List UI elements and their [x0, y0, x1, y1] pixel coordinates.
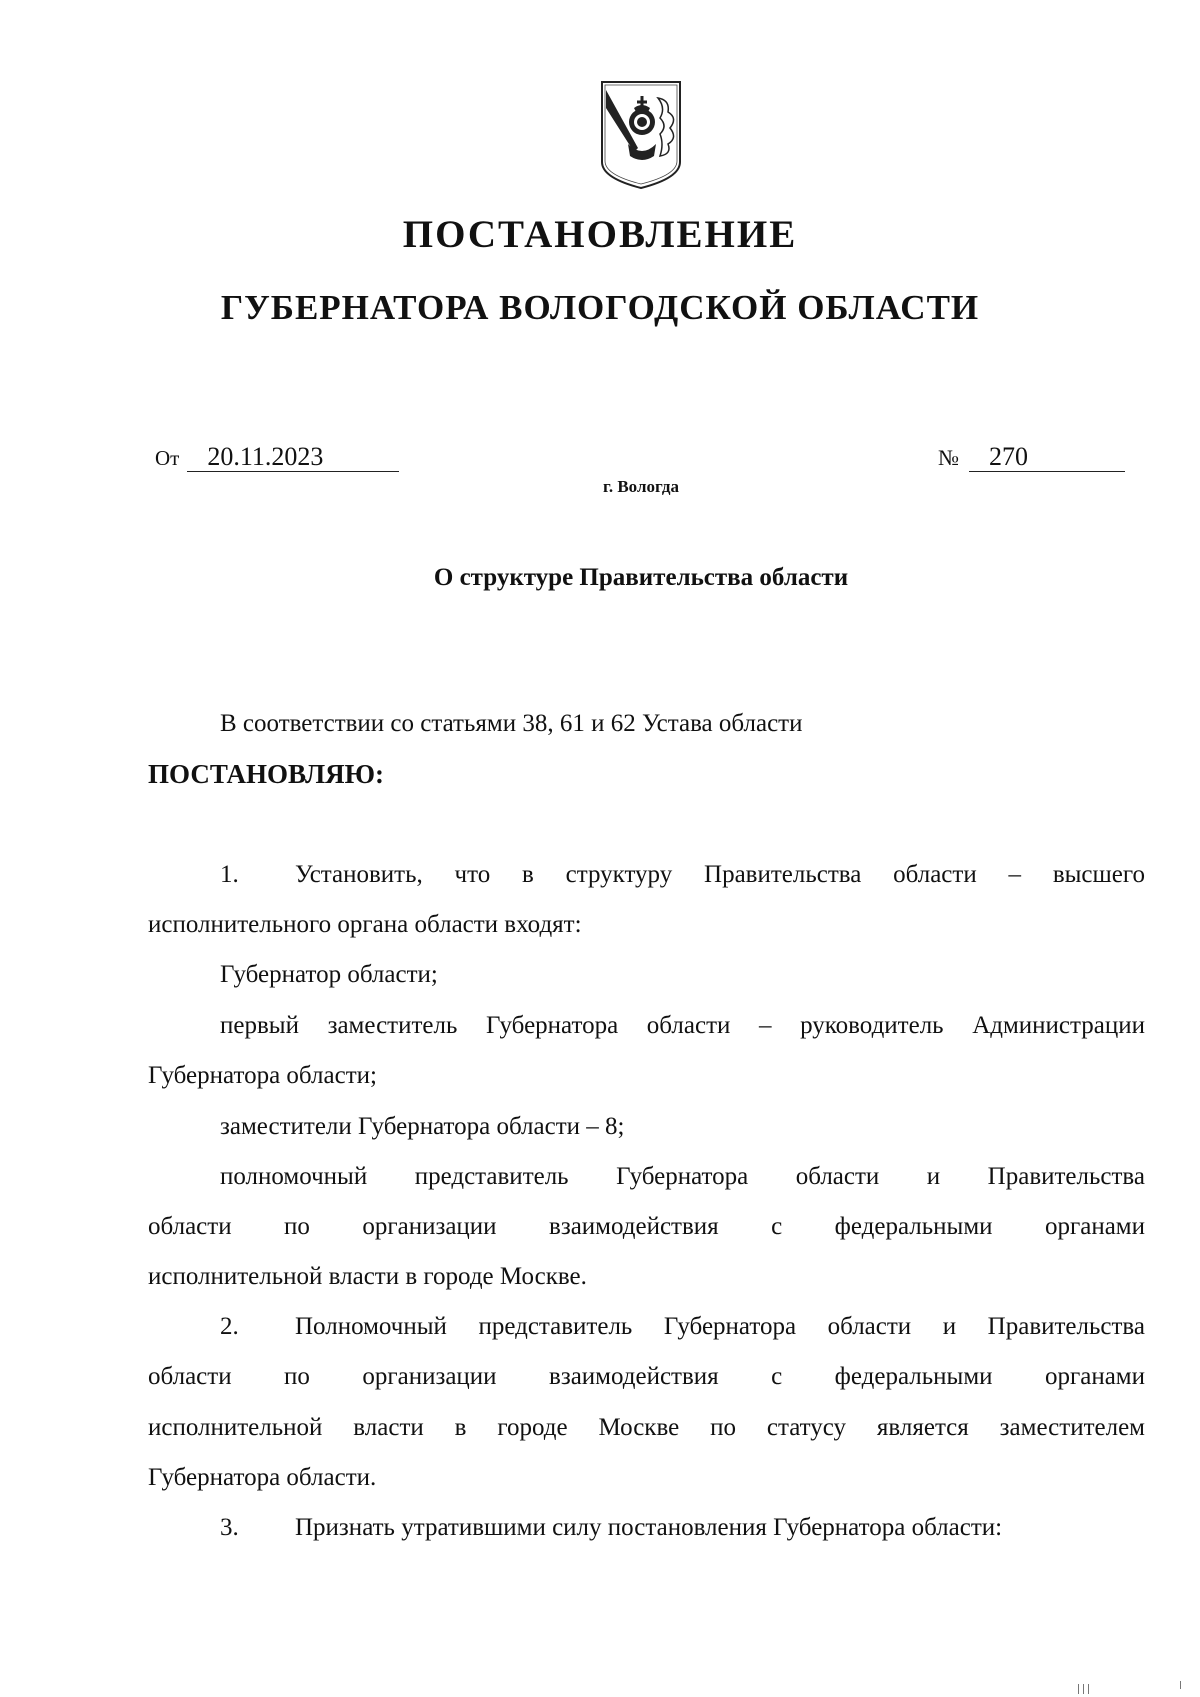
- number-value: 270: [969, 443, 1125, 472]
- item-number: 2.: [220, 1313, 239, 1340]
- item-text: области по организации взаимодействия с федеральными органами: [148, 1363, 1145, 1390]
- date-value: 20.11.2023: [187, 443, 399, 472]
- item-text: Губернатора области.: [148, 1464, 377, 1491]
- structure-item: полномочный представитель Губернатора области и Правительства: [220, 1163, 1145, 1190]
- item-text: исполнительного органа области входят:: [148, 911, 582, 938]
- coat-of-arms-icon: [598, 78, 684, 192]
- number-field: [938, 442, 1125, 472]
- item-text: Полномочный представитель Губернатора области и Правительства: [295, 1313, 1145, 1340]
- date-prefix: От: [155, 446, 180, 470]
- preamble: В соответствии со статьями 38, 61 и 62 Устава области: [220, 710, 803, 737]
- resolve-word: ПОСТАНОВЛЯЮ:: [148, 759, 384, 789]
- item-text: исполнительной власти в городе Москве по статусу является заместителем: [148, 1414, 1145, 1441]
- item-text: Установить, что в структуру Правительства области – высшего: [295, 861, 1145, 888]
- structure-item: заместители Губернатора области – 8;: [220, 1113, 625, 1140]
- structure-item: Губернатора области;: [148, 1062, 377, 1089]
- city-label: г. Вологда: [603, 477, 679, 496]
- scan-artifact: [1083, 1684, 1084, 1694]
- item-number: 1.: [220, 861, 239, 888]
- number-prefix: №: [938, 445, 959, 470]
- item-number: 3.: [220, 1514, 239, 1541]
- scan-artifact: [1180, 1681, 1181, 1689]
- structure-item: первый заместитель Губернатора области – руководитель Администрации: [220, 1012, 1145, 1039]
- document-subject: О структуре Правительства области: [433, 564, 849, 591]
- document-subtitle: ГУБЕРНАТОРА ВОЛОГОДСКОЙ ОБЛАСТИ: [220, 288, 980, 327]
- structure-item: Губернатор области;: [220, 961, 438, 988]
- date-field: [155, 442, 399, 472]
- structure-item: исполнительной власти в городе Москве.: [148, 1263, 587, 1290]
- structure-item: области по организации взаимодействия с федеральными органами: [148, 1213, 1145, 1240]
- scan-artifact: [1078, 1684, 1079, 1694]
- document-title: ПОСТАНОВЛЕНИЕ: [402, 213, 798, 256]
- scan-artifact: [1088, 1684, 1089, 1694]
- item-text: Признать утратившими силу постановления Губернатора области:: [295, 1514, 1003, 1541]
